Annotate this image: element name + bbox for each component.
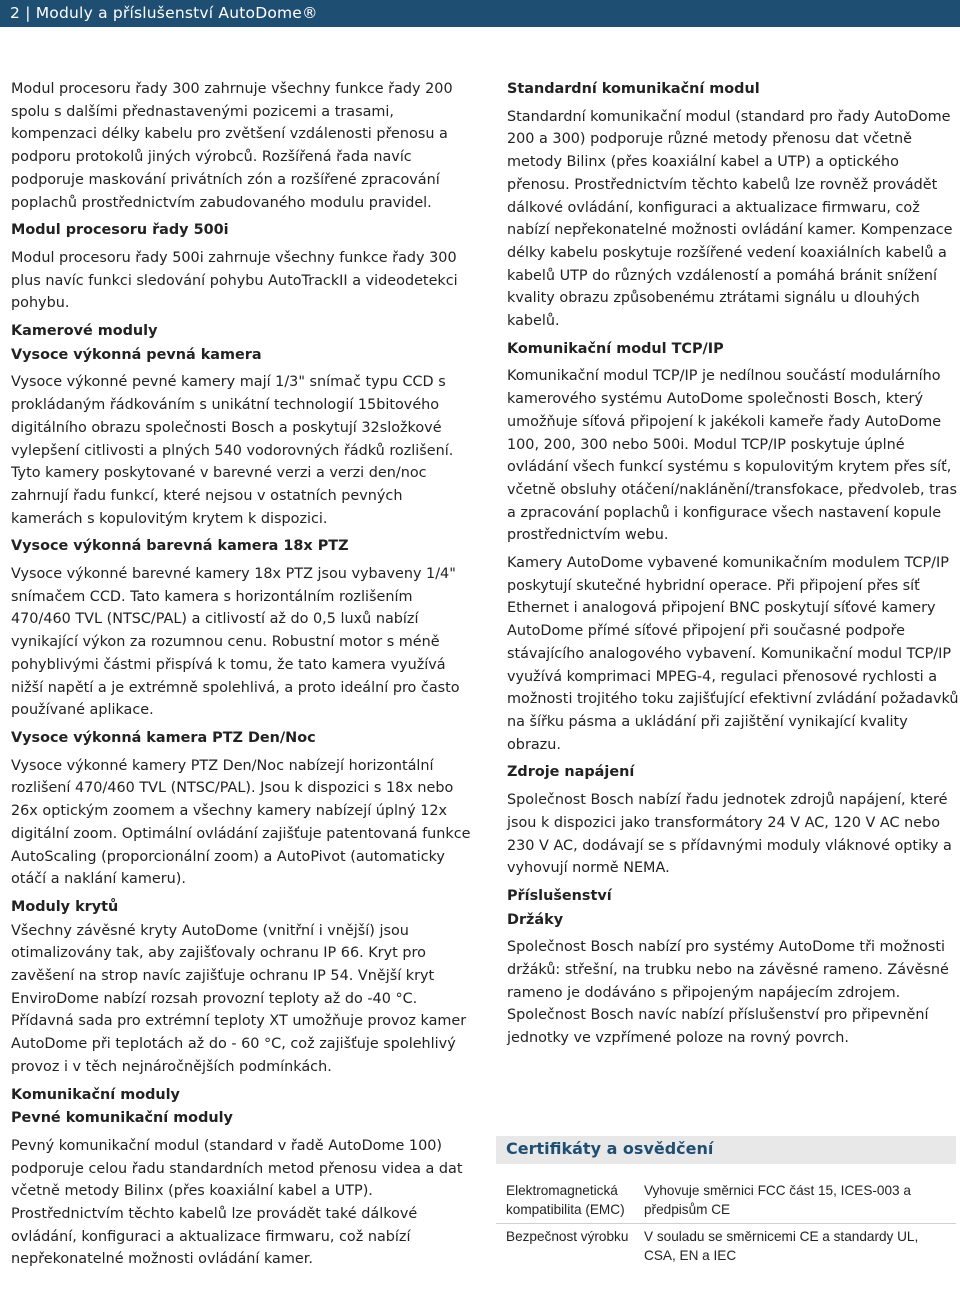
- page-title: 2 | Moduly a příslušenství AutoDome®: [10, 4, 318, 22]
- cert-value: V souladu se směrnicemi CE a standardy UL, CSA, EN a IEC: [644, 1229, 919, 1263]
- paragraph-tcpip-2: Kamery AutoDome vybavené komunikačním modulem TCP/IP poskytují skutečné hybridní operace. Při připojení přes síť Ethernet i analogová připojení BNC poskytují síťové kamery AutoDome přímé síťové připojení při současné podpoře stávajícího analogového vybavení. Komunikační modul TCP/IP využívá komprimaci MPEG-4, regulaci přenosové rychlosti a možnosti trojitého toku zajišťující efektivní zvládání požadavků na šířku pásma a ukládání při zajištění vynikající kvality obrazu.: [507, 555, 959, 753]
- heading-fixed-camera: Vysoce výkonná pevná kamera: [11, 346, 262, 363]
- page-header: [0, 0, 960, 27]
- cert-label: Elektromagnetická kompatibilita (EMC): [506, 1183, 625, 1217]
- table-row: [496, 1178, 956, 1223]
- heading-fixed-comm: Pevné komunikační moduly: [11, 1110, 233, 1127]
- heading-18x-ptz: Vysoce výkonná barevná kamera 18x PTZ: [11, 538, 349, 555]
- heading-daynight-ptz: Vysoce výkonná kamera PTZ Den/Noc: [11, 729, 316, 746]
- heading-comm-modules: Komunikační moduly: [11, 1086, 180, 1103]
- certificates-heading-box: [496, 1136, 956, 1164]
- heading-housing-modules: Moduly krytů: [11, 898, 119, 915]
- cert-value: Vyhovuje směrnici FCC část 15, ICES-003 a předpisům CE: [644, 1183, 911, 1217]
- left-column: [11, 78, 473, 1271]
- paragraph-mounts: Společnost Bosch nabízí pro systémy AutoDome tři možnosti držáků: střešní, na trubku nebo na závěsné rameno. Závěsné rameno je dodáváno s připojeným napájecím zdrojem. Společnost Bosch navíc nabízí příslušenství pro připevnění jednotky ve vzpřímené poloze na rovný povrch.: [507, 939, 949, 1047]
- heading-tcpip: Komunikační modul TCP/IP: [507, 340, 724, 357]
- paragraph-fixed-comm: Pevný komunikační modul (standard v řadě AutoDome 100) podporuje celou řadu standardních metod přenosu videa a dat včetně metody Bilinx (přes koaxiální kabel a UTP). Prostřednictvím těchto kabelů lze provádět také dálkové ovládání, konfiguraci a aktualizace firmwaru, což nabízí nepřekonatelné možnosti ovládání kamer.: [11, 1137, 463, 1268]
- right-column: [507, 78, 959, 1050]
- heading-accessories: Příslušenství: [507, 887, 612, 904]
- paragraph-18x-ptz: Vysoce výkonné barevné kamery 18x PTZ jsou vybaveny 1/4" snímačem CCD. Tato kamera s horizontálním rozlišením 470/460 TVL (NTSC/PAL) a citlivostí až do 0,5 luxů nabízí vynikající výkon za rozumnou cenu. Robustní motor s méně pohyblivými částmi přispívá k tomu, že tato kamera využívá nižší napětí a je extrémně spolehlivá, a proto ideální pro často používané aplikace.: [11, 566, 460, 719]
- heading-500i: Modul procesoru řady 500i: [11, 222, 229, 239]
- certificates-table: [496, 1178, 956, 1269]
- heading-mounts: Držáky: [507, 911, 564, 928]
- certificates-title: Certifikáty a osvědčení: [506, 1139, 714, 1158]
- paragraph-daynight-ptz: Vysoce výkonné kamery PTZ Den/Noc nabízejí horizontální rozlišení 470/460 TVL (NTSC/PAL). Jsou k dispozici s 18x nebo 26x optickým zoomem a všechny kamery nabízejí úplný 12x digitální zoom. Optimální ovládání zajišťuje patentovaná funkce AutoScaling (proporcionální zoom) a AutoPivot (automaticky otáčí a naklání kameru).: [11, 757, 471, 888]
- paragraph-500i: Modul procesoru řady 500i zahrnuje všechny funkce řady 300 plus navíc funkci sledování pohybu AutoTrackII a videodetekci pohybu.: [11, 249, 458, 312]
- table-row: [496, 1223, 956, 1269]
- intro-paragraph: Modul procesoru řady 300 zahrnuje všechny funkce řady 200 spolu s dalšími přednastavenými pozicemi a trasami, kompenzaci délky kabelu pro zvětšení vzdálenosti přenosu a podporu protokolů jiných výrobců. Rozšířená řada navíc podporuje maskování privátních zón a rozšířené zpracování poplachů prostřednictvím zabudovaného modulu pravidel.: [11, 81, 453, 211]
- paragraph-housing-modules: Všechny závěsné kryty AutoDome (vnitřní i vnější) jsou otimalizovány tak, aby zajišťovaly ochranu IP 66. Kryt pro zavěšení na strop navíc zajišťuje ochranu IP 54. Vnější kryt EnviroDome nabízí rozsah provozní teploty až do -40 °C. Přídavná sada pro extrémní teploty XT umožňuje provoz kamer AutoDome při teplotách až do - 60 °C, což zajišťuje spolehlivý provoz i v těch nejnáročnějších podmínkách.: [11, 922, 467, 1075]
- paragraph-fixed-camera: Vysoce výkonné pevné kamery mají 1/3" snímač typu CCD s prokládaným řádkováním s unikátní technologií 15bitového digitálního obrazu společnosti Bosch a poskytují 32složkové vylepšení citlivosti a plných 540 vodorovných řádků rozlišení. Tyto kamery poskytované v barevné verzi a verzi den/noc zahrnují řadu funkcí, které nejsou v ostatních pevných kamerách s kopulovitým krytem k dispozici.: [11, 374, 454, 527]
- paragraph-power: Společnost Bosch nabízí řadu jednotek zdrojů napájení, které jsou k dispozici jako transformátory 24 V AC, 120 V AC nebo 230 V AC, dodávají se s přídavnými moduly vláknové optiky a vyhovují normě NEMA.: [507, 792, 952, 877]
- heading-camera-modules: Kamerové moduly: [11, 323, 158, 340]
- heading-std-comm: Standardní komunikační modul: [507, 81, 760, 97]
- heading-power: Zdroje napájení: [507, 764, 635, 781]
- cert-label: Bezpečnost výrobku: [506, 1229, 629, 1244]
- paragraph-tcpip-1: Komunikační modul TCP/IP je nedílnou součástí modulárního kamerového systému AutoDome společnosti Bosch, který umožňuje síťová připojení k jakékoli kameře řady AutoDome 100, 200, 300 nebo 500i. Modul TCP/IP poskytuje úplné ovládání všech funkcí systému s kopulovitým krytem přes síť, včetně obsluhy otáčení/naklánění/transfokace, předvoleb, tras a zpracování poplachů i konfigurace všech nastavení kopule prostřednictvím webu.: [507, 368, 958, 544]
- paragraph-std-comm: Standardní komunikační modul (standard pro řady AutoDome 200 a 300) podporuje různé metody přenosu dat včetně metody Bilinx (přes koaxiální kabel a UTP) a optického přenosu. Prostřednictvím těchto kabelů lze rovněž provádět dálkové ovládání, konfiguraci a aktualizace firmwaru, což nabízí nepřekonatelné možnosti ovládání kamer. Kompenzace délky kabelu poskytuje rozšířené vedení koaxiálních kabelů a kabelů UTP do různých vzdáleností a pomáhá bránit snížení kvality obrazu způsobenému ztrátami signálu u dlouhých kabelů.: [507, 108, 953, 330]
